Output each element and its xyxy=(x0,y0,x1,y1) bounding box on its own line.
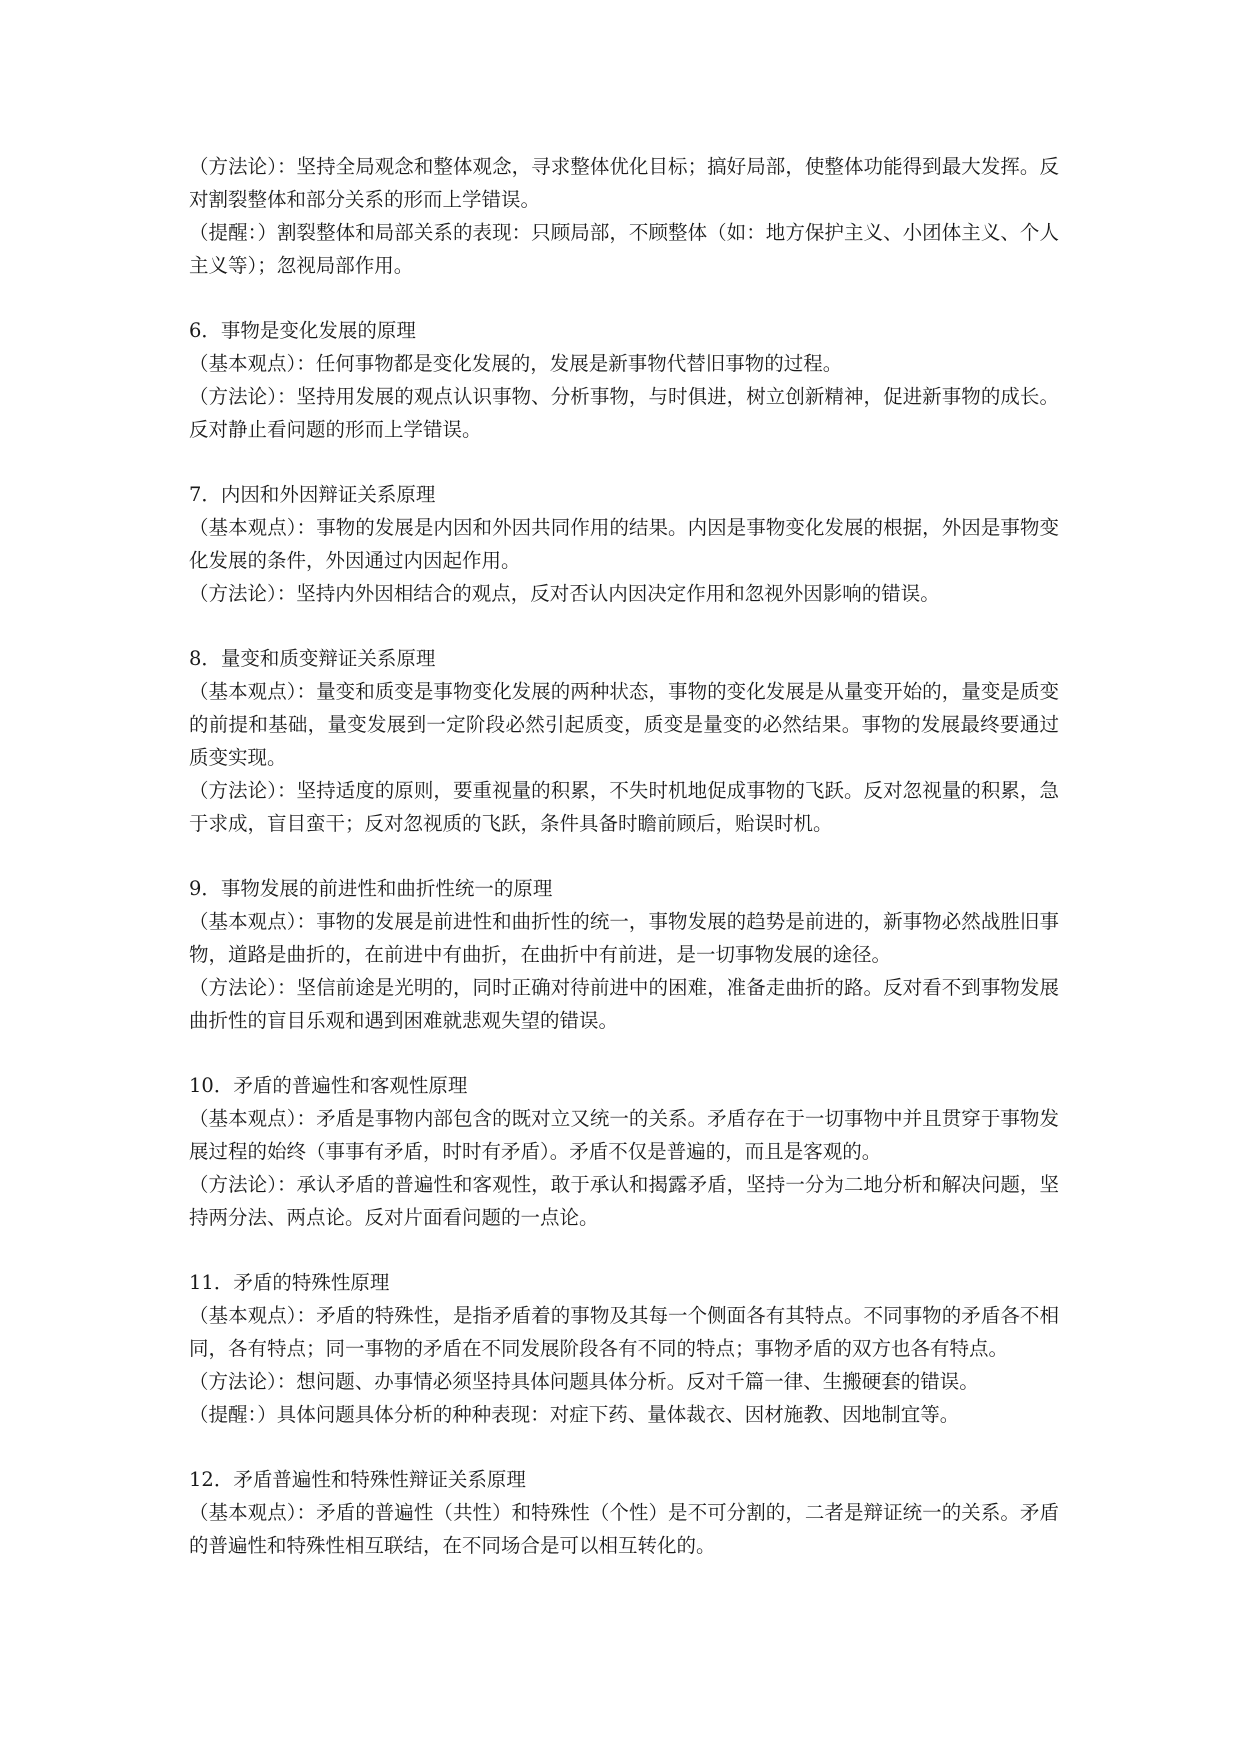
intro-section xyxy=(189,150,1059,282)
section-title: 7．内因和外因辩证关系原理 xyxy=(189,483,436,506)
section-title: 9．事物发展的前进性和曲折性统一的原理 xyxy=(189,877,553,900)
section-9 xyxy=(189,872,1059,1037)
section-title: 10．矛盾的普遍性和客观性原理 xyxy=(189,1074,468,1097)
basic-view-paragraph: （基本观点）：矛盾的特殊性，是指矛盾着的事物及其每一个侧面各有其特点。不同事物的矛盾各不相同，各有特点；同一事物的矛盾在不同发展阶段各有不同的特点；事物矛盾的双方也各有特点。 xyxy=(189,1304,1059,1360)
reminder-paragraph: （提醒：）具体问题具体分析的种种表现：对症下药、量体裁衣、因材施教、因地制宜等。 xyxy=(189,1403,960,1426)
basic-view-paragraph: （基本观点）：任何事物都是变化发展的，发展是新事物代替旧事物的过程。 xyxy=(189,352,843,375)
methodology-paragraph: （方法论）：承认矛盾的普遍性和客观性，敢于承认和揭露矛盾，坚持一分为二地分析和解决问题，坚持两分法、两点论。反对片面看问题的一点论。 xyxy=(189,1173,1059,1229)
section-title: 6．事物是变化发展的原理 xyxy=(189,319,416,342)
basic-view-paragraph: （基本观点）：矛盾的普遍性（共性）和特殊性（个性）是不可分割的，二者是辩证统一的关系。矛盾的普遍性和特殊性相互联结，在不同场合是可以相互转化的。 xyxy=(189,1501,1059,1557)
section-title: 12．矛盾普遍性和特殊性辩证关系原理 xyxy=(189,1468,526,1491)
section-12 xyxy=(189,1463,1059,1562)
basic-view-paragraph: （基本观点）：量变和质变是事物变化发展的两种状态，事物的变化发展是从量变开始的，量变是质变的前提和基础，量变发展到一定阶段必然引起质变，质变是量变的必然结果。事物的发展最终要通过质变实现。 xyxy=(189,680,1059,769)
section-title: 8．量变和质变辩证关系原理 xyxy=(189,647,436,670)
methodology-paragraph: （方法论）：坚持全局观念和整体观念，寻求整体优化目标；搞好局部，使整体功能得到最大发挥。反对割裂整体和部分关系的形而上学错误。 xyxy=(189,155,1059,211)
methodology-paragraph: （方法论）：坚信前途是光明的，同时正确对待前进中的困难，准备走曲折的路。反对看不到事物发展曲折性的盲目乐观和遇到困难就悲观失望的错误。 xyxy=(189,976,1059,1032)
section-6 xyxy=(189,314,1059,446)
methodology-paragraph: （方法论）：坚持用发展的观点认识事物、分析事物，与时俱进，树立创新精神，促进新事物的成长。反对静止看问题的形而上学错误。 xyxy=(189,385,1059,441)
methodology-paragraph: （方法论）：坚持内外因相结合的观点，反对否认内因决定作用和忽视外因影响的错误。 xyxy=(189,582,940,605)
section-title: 11．矛盾的特殊性原理 xyxy=(189,1271,390,1294)
section-7 xyxy=(189,478,1059,610)
methodology-paragraph: （方法论）：想问题、办事情必须坚持具体问题具体分析。反对千篇一律、生搬硬套的错误。 xyxy=(189,1370,979,1393)
basic-view-paragraph: （基本观点）：事物的发展是内因和外因共同作用的结果。内因是事物变化发展的根据，外因是事物变化发展的条件，外因通过内因起作用。 xyxy=(189,516,1059,572)
basic-view-paragraph: （基本观点）：事物的发展是前进性和曲折性的统一，事物发展的趋势是前进的，新事物必然战胜旧事物，道路是曲折的，在前进中有曲折，在曲折中有前进，是一切事物发展的途径。 xyxy=(189,910,1059,966)
basic-view-paragraph: （基本观点）：矛盾是事物内部包含的既对立又统一的关系。矛盾存在于一切事物中并且贯穿于事物发展过程的始终（事事有矛盾，时时有矛盾）。矛盾不仅是普遍的，而且是客观的。 xyxy=(189,1107,1059,1163)
section-10 xyxy=(189,1069,1059,1234)
document-body xyxy=(189,150,1059,1594)
section-11 xyxy=(189,1266,1059,1431)
section-8 xyxy=(189,642,1059,840)
methodology-paragraph: （方法论）：坚持适度的原则，要重视量的积累，不失时机地促成事物的飞跃。反对忽视量的积累，急于求成，盲目蛮干；反对忽视质的飞跃，条件具备时瞻前顾后，贻误时机。 xyxy=(189,779,1059,835)
reminder-paragraph: （提醒：）割裂整体和局部关系的表现：只顾局部，不顾整体（如：地方保护主义、小团体主义、个人主义等）；忽视局部作用。 xyxy=(189,221,1059,277)
